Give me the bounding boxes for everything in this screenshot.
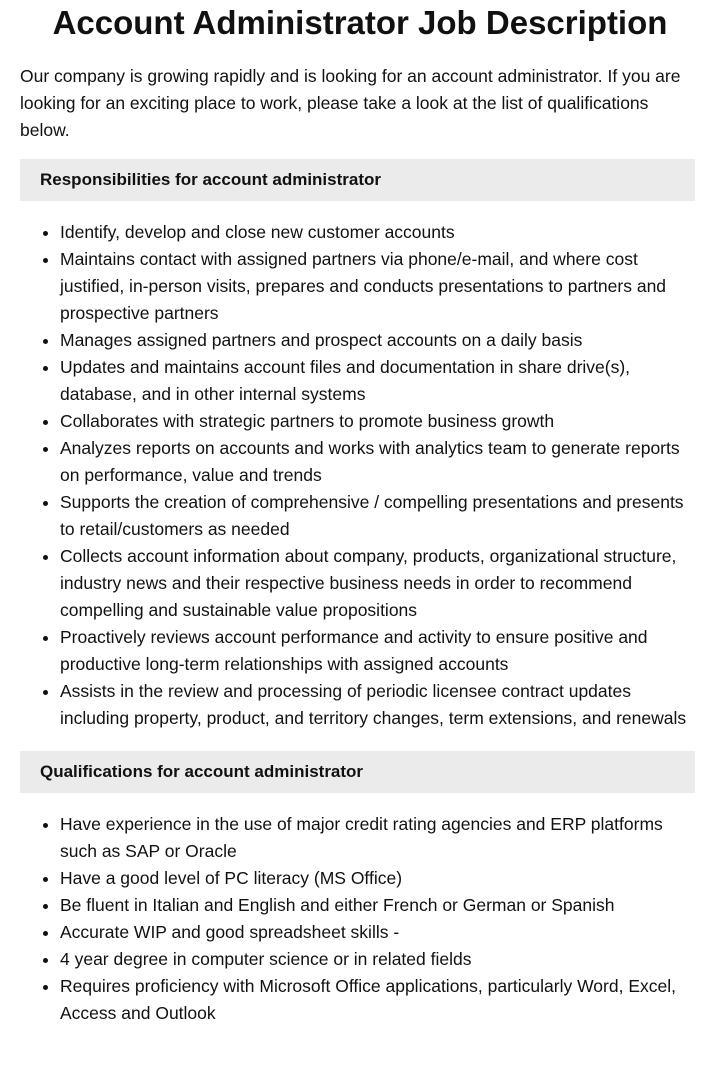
list-item: • Manages assigned partners and prospect accounts on a daily basis xyxy=(60,327,700,354)
list-item: • Assists in the review and processing of periodic licensee contract updates including property, product, and territory changes, term extensions, and renewals xyxy=(60,678,700,732)
list-item: • Proactively reviews account performance and activity to ensure positive and productive long-term relationships with assigned accounts xyxy=(60,624,700,678)
list-item: • Have experience in the use of major credit rating agencies and ERP platforms such as SAP or Oracle xyxy=(60,811,700,865)
list-item: • Collects account information about company, products, organizational structure, industry news and their respective business needs in order to recommend compelling and sustainable value propositions xyxy=(60,543,700,624)
list-item: • Analyzes reports on accounts and works with analytics team to generate reports on performance, value and trends xyxy=(60,435,700,489)
page-title: Account Administrator Job Description xyxy=(52,4,668,41)
list-item: • Supports the creation of comprehensive / compelling presentations and presents to retail/customers as needed xyxy=(60,489,700,543)
list-item: • Be fluent in Italian and English and either French or German or Spanish xyxy=(60,892,700,919)
list-item: • 4 year degree in computer science or in related fields xyxy=(60,946,700,973)
list-item: • Accurate WIP and good spreadsheet skills - xyxy=(60,919,700,946)
list-item: • Maintains contact with assigned partners via phone/e-mail, and where cost justified, in-person visits, prepares and conducts presentations to partners and prospective partners xyxy=(60,246,700,327)
list-item: • Requires proficiency with Microsoft Office applications, particularly Word, Excel, Access and Outlook xyxy=(60,973,700,1027)
list-item: • Collaborates with strategic partners to promote business growth xyxy=(60,408,700,435)
intro-text: Our company is growing rapidly and is looking for an account administrator. If you are looking for an exciting place to work, please take a look at the list of qualifications below. xyxy=(20,66,681,140)
section-heading: Responsibilities for account administrator xyxy=(20,159,695,201)
section-list xyxy=(20,811,700,1027)
section-list xyxy=(20,219,700,732)
list-item: • Identify, develop and close new customer accounts xyxy=(60,219,700,246)
section-heading: Qualifications for account administrator xyxy=(20,751,695,793)
list-item: • Updates and maintains account files and documentation in share drive(s), database, and in other internal systems xyxy=(60,354,700,408)
list-item: • Have a good level of PC literacy (MS Office) xyxy=(60,865,700,892)
